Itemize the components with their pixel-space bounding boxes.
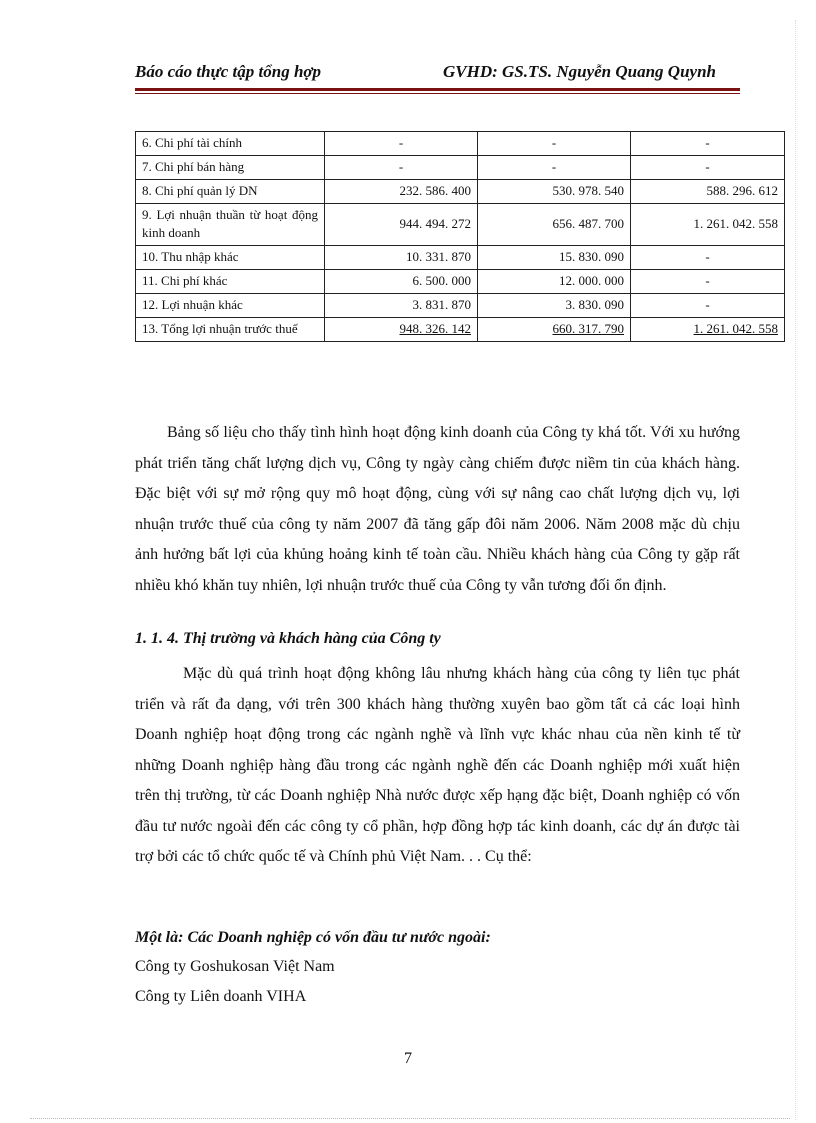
cell-2008: 588. 296. 612 xyxy=(631,179,785,203)
cell-2008: - xyxy=(631,246,785,270)
cell-2006: 944. 494. 272 xyxy=(325,203,478,246)
list-item: Công ty Goshukosan Việt Nam xyxy=(135,958,335,975)
analysis-paragraph: Bảng số liệu cho thấy tình hình hoạt động kinh doanh của Công ty khá tốt. Với xu hướng phát triển tăng chất lượng dịch vụ, Công ty ngày càng chiếm được niềm tin của khách hàng. Đặc biệt với sự mở rộng quy mô hoạt động, cùng với sự nâng cao chất lượng dịch vụ, lợi nhuận trước thuế của công ty năm 2007 đã tăng gấp đôi năm 2006. Năm 2008 mặc dù chịu ảnh hưởng bất lợi của khủng hoảng kinh tế toàn cầu. Nhiều khách hàng của Công ty gặp rất nhiều khó khăn tuy nhiên, lợi nhuận trước thuế của Công ty vẫn tương đối ổn định. xyxy=(135,424,740,594)
page-border-right xyxy=(795,20,796,1120)
list-item: Công ty Liên doanh VIHA xyxy=(135,988,307,1005)
cell-2007 xyxy=(478,317,631,341)
row-label: 8. Chi phí quản lý DN xyxy=(136,179,325,203)
table-row xyxy=(136,270,785,294)
table-row xyxy=(136,317,785,341)
cell-2007: 656. 487. 700 xyxy=(478,203,631,246)
row-label: 9. Lợi nhuận thuần từ hoạt động kinh doanh xyxy=(136,203,325,246)
page-number: 7 xyxy=(404,1050,412,1067)
table-row xyxy=(136,132,785,156)
row-label: 13. Tổng lợi nhuận trước thuế xyxy=(136,317,325,341)
row-label: 7. Chi phí bán hàng xyxy=(136,155,325,179)
row-label: 12. Lợi nhuận khác xyxy=(136,293,325,317)
table-row xyxy=(136,293,785,317)
cell-2006: 6. 500. 000 xyxy=(325,270,478,294)
income-table xyxy=(135,131,785,342)
cell-2008 xyxy=(631,317,785,341)
cell-2006 xyxy=(325,317,478,341)
cell-2006: 232. 586. 400 xyxy=(325,179,478,203)
cell-2008: - xyxy=(631,132,785,156)
cell-2008: - xyxy=(631,270,785,294)
cell-2007: - xyxy=(478,155,631,179)
header-rule-thick xyxy=(135,88,740,91)
header-rule-thin xyxy=(135,93,740,94)
cell-2006: - xyxy=(325,132,478,156)
report-title: Báo cáo thực tập tổng hợp xyxy=(135,62,322,81)
total-2007: 660. 317. 790 xyxy=(552,320,624,336)
section-heading: 1. 1. 4. Thị trường và khách hàng của Công ty xyxy=(135,630,441,647)
cell-2007: 3. 830. 090 xyxy=(478,293,631,317)
cell-2007: 530. 978. 540 xyxy=(478,179,631,203)
row-label: 11. Chi phí khác xyxy=(136,270,325,294)
row-label: 6. Chi phí tài chính xyxy=(136,132,325,156)
total-2006: 948. 326. 142 xyxy=(399,320,471,336)
table-row xyxy=(136,203,785,246)
cell-2008: - xyxy=(631,293,785,317)
table-row xyxy=(136,246,785,270)
cell-2006: 10. 331. 870 xyxy=(325,246,478,270)
table-row xyxy=(136,155,785,179)
cell-2006: - xyxy=(325,155,478,179)
customer-group-heading: Một là: Các Doanh nghiệp có vốn đầu tư nước ngoài: xyxy=(135,929,491,946)
cell-2007: 12. 000. 000 xyxy=(478,270,631,294)
total-2008: 1. 261. 042. 558 xyxy=(693,320,778,336)
row-label: 10. Thu nhập khác xyxy=(136,246,325,270)
cell-2007: 15. 830. 090 xyxy=(478,246,631,270)
table-row xyxy=(136,179,785,203)
advisor-name: GVHD: GS.TS. Nguyễn Quang Quynh xyxy=(443,62,716,81)
cell-2008: - xyxy=(631,155,785,179)
market-paragraph: Mặc dù quá trình hoạt động không lâu nhưng khách hàng của công ty liên tục phát triển và rất đa dạng, với trên 300 khách hàng thường xuyên bao gồm tất cả các loại hình Doanh nghiệp hoạt động trong các ngành nghề và lĩnh vực khác nhau của nền kinh tế từ những Doanh nghiệp hàng đầu trong các ngành nghề đến các Doanh nghiệp mới xuất hiện trên thị trường, từ các Doanh nghiệp Nhà nước được xếp hạng đặc biệt, Doanh nghiệp có vốn đầu tư nước ngoài đến các công ty cổ phần, hợp đồng hợp tác kinh doanh, các dự án được tài trợ bởi các tổ chức quốc tế và Chính phủ Việt Nam. . . Cụ thể: xyxy=(135,665,740,865)
page-border-bottom xyxy=(30,1118,790,1119)
cell-2006: 3. 831. 870 xyxy=(325,293,478,317)
cell-2008: 1. 261. 042. 558 xyxy=(631,203,785,246)
cell-2007: - xyxy=(478,132,631,156)
